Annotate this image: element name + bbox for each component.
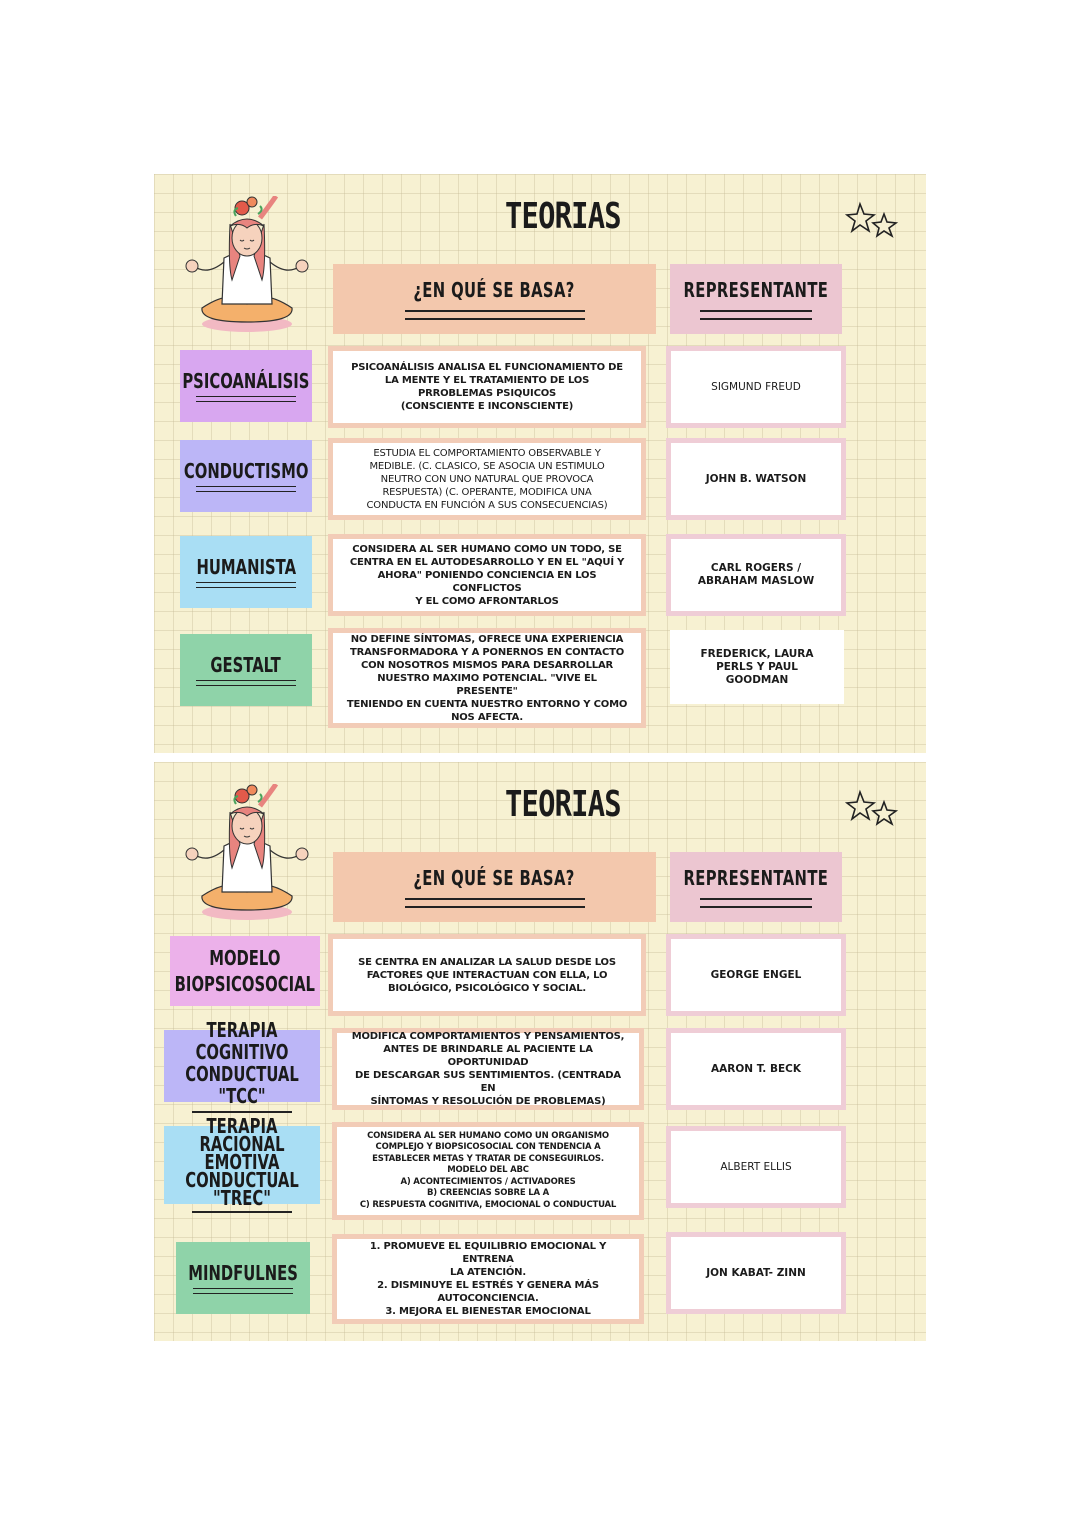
representative-box <box>666 1028 846 1110</box>
header-underline <box>700 898 812 908</box>
representative-box <box>666 438 846 520</box>
theory-name: HUMANISTA <box>196 555 296 579</box>
representative-text: AARON T. BECK <box>711 1062 801 1075</box>
description-box <box>332 1122 644 1220</box>
representative-text: SIGMUND FREUD <box>711 380 801 393</box>
theory-label-trec <box>164 1114 320 1210</box>
theory-underline <box>196 582 296 588</box>
theory-name: TERAPIA RACIONAL EMOTIVA CONDUCTUAL "TREC" <box>185 1114 299 1210</box>
stars-doodle-icon <box>844 200 904 240</box>
description-box <box>332 1234 644 1324</box>
header-underline <box>405 898 585 908</box>
theory-label-humanista <box>180 536 312 608</box>
representative-box <box>670 630 844 704</box>
representative-text: ALBERT ELLIS <box>720 1160 792 1173</box>
theory-name: TERAPIA COGNITIVO CONDUCTUAL "TCC" <box>185 1018 299 1108</box>
header-question-label: ¿EN QUÉ SE BASA? <box>413 866 576 890</box>
representative-box <box>666 346 846 428</box>
description-text: MODIFICA COMPORTAMIENTOS Y PENSAMIENTOS, ANTES DE BRINDARLE AL PACIENTE LA OPORTUNIDAD DE DESCARGAR SUS SENTIMIENTOS. (CENTRADA EN SÍNTOMAS Y RESOLUCIÓN DE PROBLEMAS) <box>351 1031 625 1107</box>
theory-name: CONDUCTISMO <box>183 459 309 483</box>
theory-label-conductismo <box>180 440 312 512</box>
theory-label-modelo-biopsicosocial <box>170 936 320 1006</box>
theory-name: GESTALT <box>210 653 282 677</box>
theory-name: MINDFULNES <box>188 1261 298 1285</box>
theory-label-psicoanalisis <box>180 350 312 422</box>
theory-label-gestalt <box>180 634 312 706</box>
slide-title: TEORIAS <box>505 196 621 237</box>
slide-title: TEORIAS <box>505 784 621 825</box>
representative-text: FREDERICK, LAURA PERLS Y PAUL GOODMAN <box>700 647 814 686</box>
description-box <box>328 628 646 728</box>
stars-doodle-icon <box>844 788 904 828</box>
header-question <box>333 264 656 334</box>
header-representative-label: REPRESENTANTE <box>683 278 829 302</box>
header-representative <box>670 852 842 922</box>
meditating-girl-illustration <box>172 196 322 338</box>
header-representative-label: REPRESENTANTE <box>683 866 829 890</box>
description-box <box>328 534 646 616</box>
description-text: NO DEFINE SÍNTOMAS, OFRECE UNA EXPERIENCIA TRANSFORMADORA Y A PONERNOS EN CONTACTO CON NOSOTROS MISMOS PARA DESARROLLAR NUESTRO MAXIMO POTENCIAL. "VIVE EL PRESENTE" TENIENDO EN CUENTA NUESTRO ENTORNO Y COMO NOS AFECTA. <box>346 633 628 723</box>
representative-box <box>666 1232 846 1314</box>
theory-underline <box>196 680 296 686</box>
theory-underline <box>192 1211 292 1213</box>
description-text: CONSIDERA AL SER HUMANO COMO UN TODO, SE CENTRA EN EL AUTODESARROLLO Y EN EL "AQUÍ Y AHORA" PONIENDO CONCIENCIA EN LOS CONFLICTOS Y EL COMO AFRONTARLOS <box>349 543 625 607</box>
representative-text: JOHN B. WATSON <box>705 472 807 485</box>
theory-underline <box>196 396 296 402</box>
theory-underline <box>192 1111 292 1113</box>
description-box <box>332 1028 644 1110</box>
header-question <box>333 852 656 922</box>
theory-name: PSICOANÁLISIS <box>182 369 310 393</box>
description-box <box>328 934 646 1016</box>
representative-box <box>666 934 846 1016</box>
description-text: PSICOANÁLISIS ANALISA EL FUNCIONAMIENTO DE LA MENTE Y EL TRATAMIENTO DE LOS PRROBLEMAS PSIQUICOS (CONSCIENTE E INCONSCIENTE) <box>351 362 623 412</box>
representative-box <box>666 534 846 616</box>
meditating-girl-illustration <box>172 784 322 926</box>
theory-underline <box>193 1288 293 1294</box>
description-box <box>328 438 646 520</box>
description-text: ESTUDIA EL COMPORTAMIENTO OBSERVABLE Y MEDIBLE. (C. CLASICO, SE ASOCIA UN ESTIMULO NEUTRO CON UNO NATURAL QUE PROVOCA RESPUESTA) (C. OPERANTE, MODIFICA UNA CONDUCTA EN FUNCIÓN A SUS CONSECUENCIAS) <box>366 447 608 511</box>
header-underline <box>405 310 585 320</box>
description-text: CONSIDERA AL SER HUMANO COMO UN ORGANISMO COMPLEJO Y BIOPSICOSOCIAL CON TENDENCIA A ESTABLECER METAS Y TRATAR DE CONSEGUIRLOS. MODELO DEL ABC A) ACONTECIMIENTOS / ACTIVADORES B) CREENCIAS SOBRE LA A C) RESPUESTA COGNITIVA, EMOCIONAL O CONDUCTUAL <box>359 1130 617 1210</box>
theory-label-tcc <box>164 1018 320 1108</box>
theory-label-mindfulnes <box>176 1242 310 1314</box>
slide-teorias-1 <box>154 174 926 753</box>
representative-text: CARL ROGERS / ABRAHAM MASLOW <box>697 562 815 587</box>
header-underline <box>700 310 812 320</box>
description-text: SE CENTRA EN ANALIZAR LA SALUD DESDE LOS FACTORES QUE INTERACTUAN CON ELLA, LO BIOLÓGICO, PSICOLÓGICO Y SOCIAL. <box>358 956 616 994</box>
slide-teorias-2 <box>154 762 926 1341</box>
representative-text: GEORGE ENGEL <box>710 968 802 981</box>
header-representative <box>670 264 842 334</box>
description-box <box>328 346 646 428</box>
theory-underline <box>196 486 296 492</box>
description-text: 1. PROMUEVE EL EQUILIBRIO EMOCIONAL Y ENTRENA LA ATENCIÓN. 2. DISMINUYE EL ESTRÉS Y GENERA MÁS AUTOCONCIENCIA. 3. MEJORA EL BIENESTAR EMOCIONAL <box>369 1241 607 1317</box>
header-question-label: ¿EN QUÉ SE BASA? <box>413 278 576 302</box>
representative-text: JON KABAT- ZINN <box>706 1266 806 1279</box>
theory-name: MODELO BIOPSICOSOCIAL <box>174 946 316 996</box>
representative-box <box>666 1126 846 1208</box>
